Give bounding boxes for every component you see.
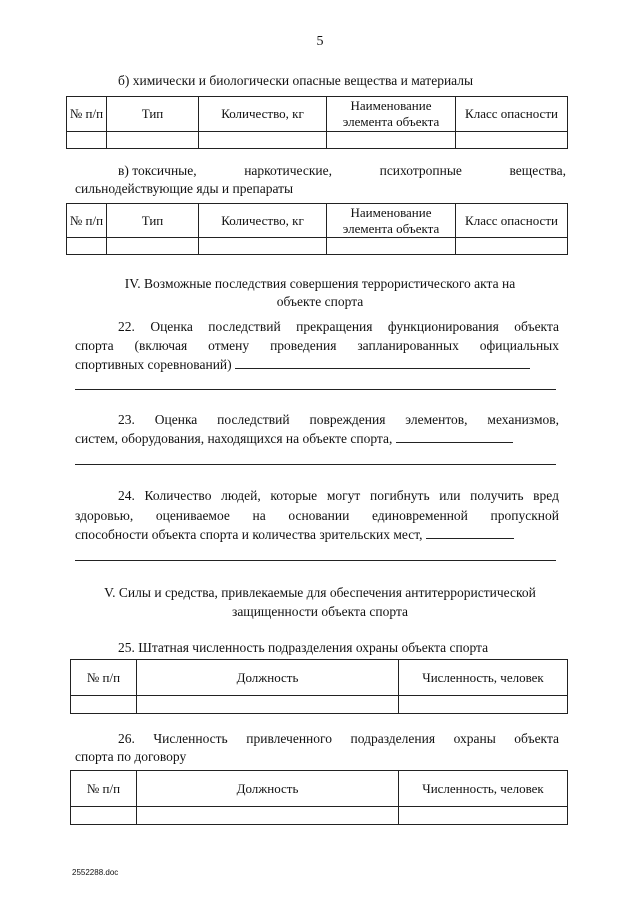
paragraph-22-line1: 22. Оценка последствий прекращения функционирования объекта bbox=[118, 319, 559, 334]
col-header-element-name: Наименование элемента объекта bbox=[327, 204, 456, 238]
table-cell bbox=[399, 807, 568, 825]
table-cell bbox=[199, 132, 327, 149]
fill-line bbox=[75, 464, 556, 465]
table-header-row bbox=[71, 660, 568, 696]
item-v-word: в) токсичные, bbox=[118, 163, 197, 178]
paragraph-22-text: спортивных соревнований) bbox=[75, 357, 232, 372]
table-cell bbox=[67, 238, 107, 255]
section-5-title-line1: V. Силы и средства, привлекаемые для обеспечения антитеррористической bbox=[104, 585, 536, 600]
fill-line bbox=[75, 560, 556, 561]
table-cell bbox=[71, 807, 137, 825]
col-header-num: № п/п bbox=[71, 660, 137, 696]
col-header-type: Тип bbox=[107, 204, 199, 238]
item-v-line1 bbox=[118, 162, 566, 180]
table-cell bbox=[71, 696, 137, 714]
item-v-word: наркотические, bbox=[244, 163, 332, 178]
item-v-word: вещества, bbox=[509, 163, 566, 178]
page-number: 5 bbox=[316, 34, 324, 49]
col-header-element-name: Наименование элемента объекта bbox=[327, 97, 456, 132]
item-v-word: психотропные bbox=[379, 163, 462, 178]
table-contract-security bbox=[70, 770, 568, 825]
table-cell bbox=[456, 132, 568, 149]
table-cell bbox=[327, 132, 456, 149]
table-cell bbox=[67, 132, 107, 149]
paragraph-25: 25. Штатная численность подразделения охраны объекта спорта bbox=[118, 640, 489, 655]
paragraph-26-line2: спорта по договору bbox=[75, 749, 187, 764]
fill-blank bbox=[235, 356, 530, 369]
table-cell bbox=[456, 238, 568, 255]
paragraph-22-line3 bbox=[75, 356, 530, 374]
footer-filename: 2552288.doc bbox=[72, 868, 119, 877]
section-4-title-line2: объекте спорта bbox=[276, 294, 364, 309]
col-header-count: Численность, человек bbox=[399, 660, 568, 696]
table-header-row bbox=[67, 204, 568, 238]
fill-blank bbox=[396, 430, 513, 443]
fill-line bbox=[75, 389, 556, 390]
fill-blank bbox=[426, 526, 514, 539]
col-header-quantity: Количество, кг bbox=[199, 204, 327, 238]
paragraph-26-line1: 26. Численность привлеченного подразделения охраны объекта bbox=[118, 731, 559, 746]
paragraph-23-line1: 23. Оценка последствий повреждения элементов, механизмов, bbox=[118, 412, 559, 427]
table-cell bbox=[107, 132, 199, 149]
table-cell bbox=[137, 807, 399, 825]
section-4-title-line1: IV. Возможные последствия совершения террористического акта на bbox=[124, 276, 516, 291]
col-header-num: № п/п bbox=[67, 97, 107, 132]
col-header-num: № п/п bbox=[67, 204, 107, 238]
table-header-row bbox=[71, 771, 568, 807]
table-staff-security bbox=[70, 659, 568, 714]
paragraph-23-line2 bbox=[75, 430, 513, 448]
table-cell bbox=[199, 238, 327, 255]
table-toxic-substances bbox=[66, 203, 568, 255]
section-5-title-line2: защищенности объекта спорта bbox=[231, 604, 409, 619]
table-cell bbox=[137, 696, 399, 714]
col-header-hazard-class: Класс опасности bbox=[456, 97, 568, 132]
table-cell bbox=[107, 238, 199, 255]
paragraph-23-text: систем, оборудования, находящихся на объекте спорта, bbox=[75, 431, 393, 446]
table-row bbox=[67, 132, 568, 149]
col-header-position: Должность bbox=[137, 660, 399, 696]
col-header-hazard-class: Класс опасности bbox=[456, 204, 568, 238]
table-row bbox=[67, 238, 568, 255]
paragraph-24-line3 bbox=[75, 526, 514, 544]
item-v-line2: сильнодействующие яды и препараты bbox=[75, 181, 294, 196]
table-header-row bbox=[67, 97, 568, 132]
paragraph-24-text: способности объекта спорта и количества зрительских мест, bbox=[75, 527, 423, 542]
table-hazardous-materials bbox=[66, 96, 568, 149]
table-row bbox=[71, 696, 568, 714]
col-header-position: Должность bbox=[137, 771, 399, 807]
col-header-count: Численность, человек bbox=[399, 771, 568, 807]
col-header-num: № п/п bbox=[71, 771, 137, 807]
paragraph-22-line2: спорта (включая отмену проведения запланированных официальных bbox=[75, 338, 559, 353]
col-header-quantity: Количество, кг bbox=[199, 97, 327, 132]
paragraph-24-line2: здоровью, оцениваемое на основании единовременной пропускной bbox=[75, 508, 559, 523]
item-b-heading: б) химически и биологически опасные вещества и материалы bbox=[118, 73, 474, 88]
paragraph-24-line1: 24. Количество людей, которые могут погибнуть или получить вред bbox=[118, 488, 559, 503]
table-cell bbox=[399, 696, 568, 714]
col-header-type: Тип bbox=[107, 97, 199, 132]
table-cell bbox=[327, 238, 456, 255]
table-row bbox=[71, 807, 568, 825]
